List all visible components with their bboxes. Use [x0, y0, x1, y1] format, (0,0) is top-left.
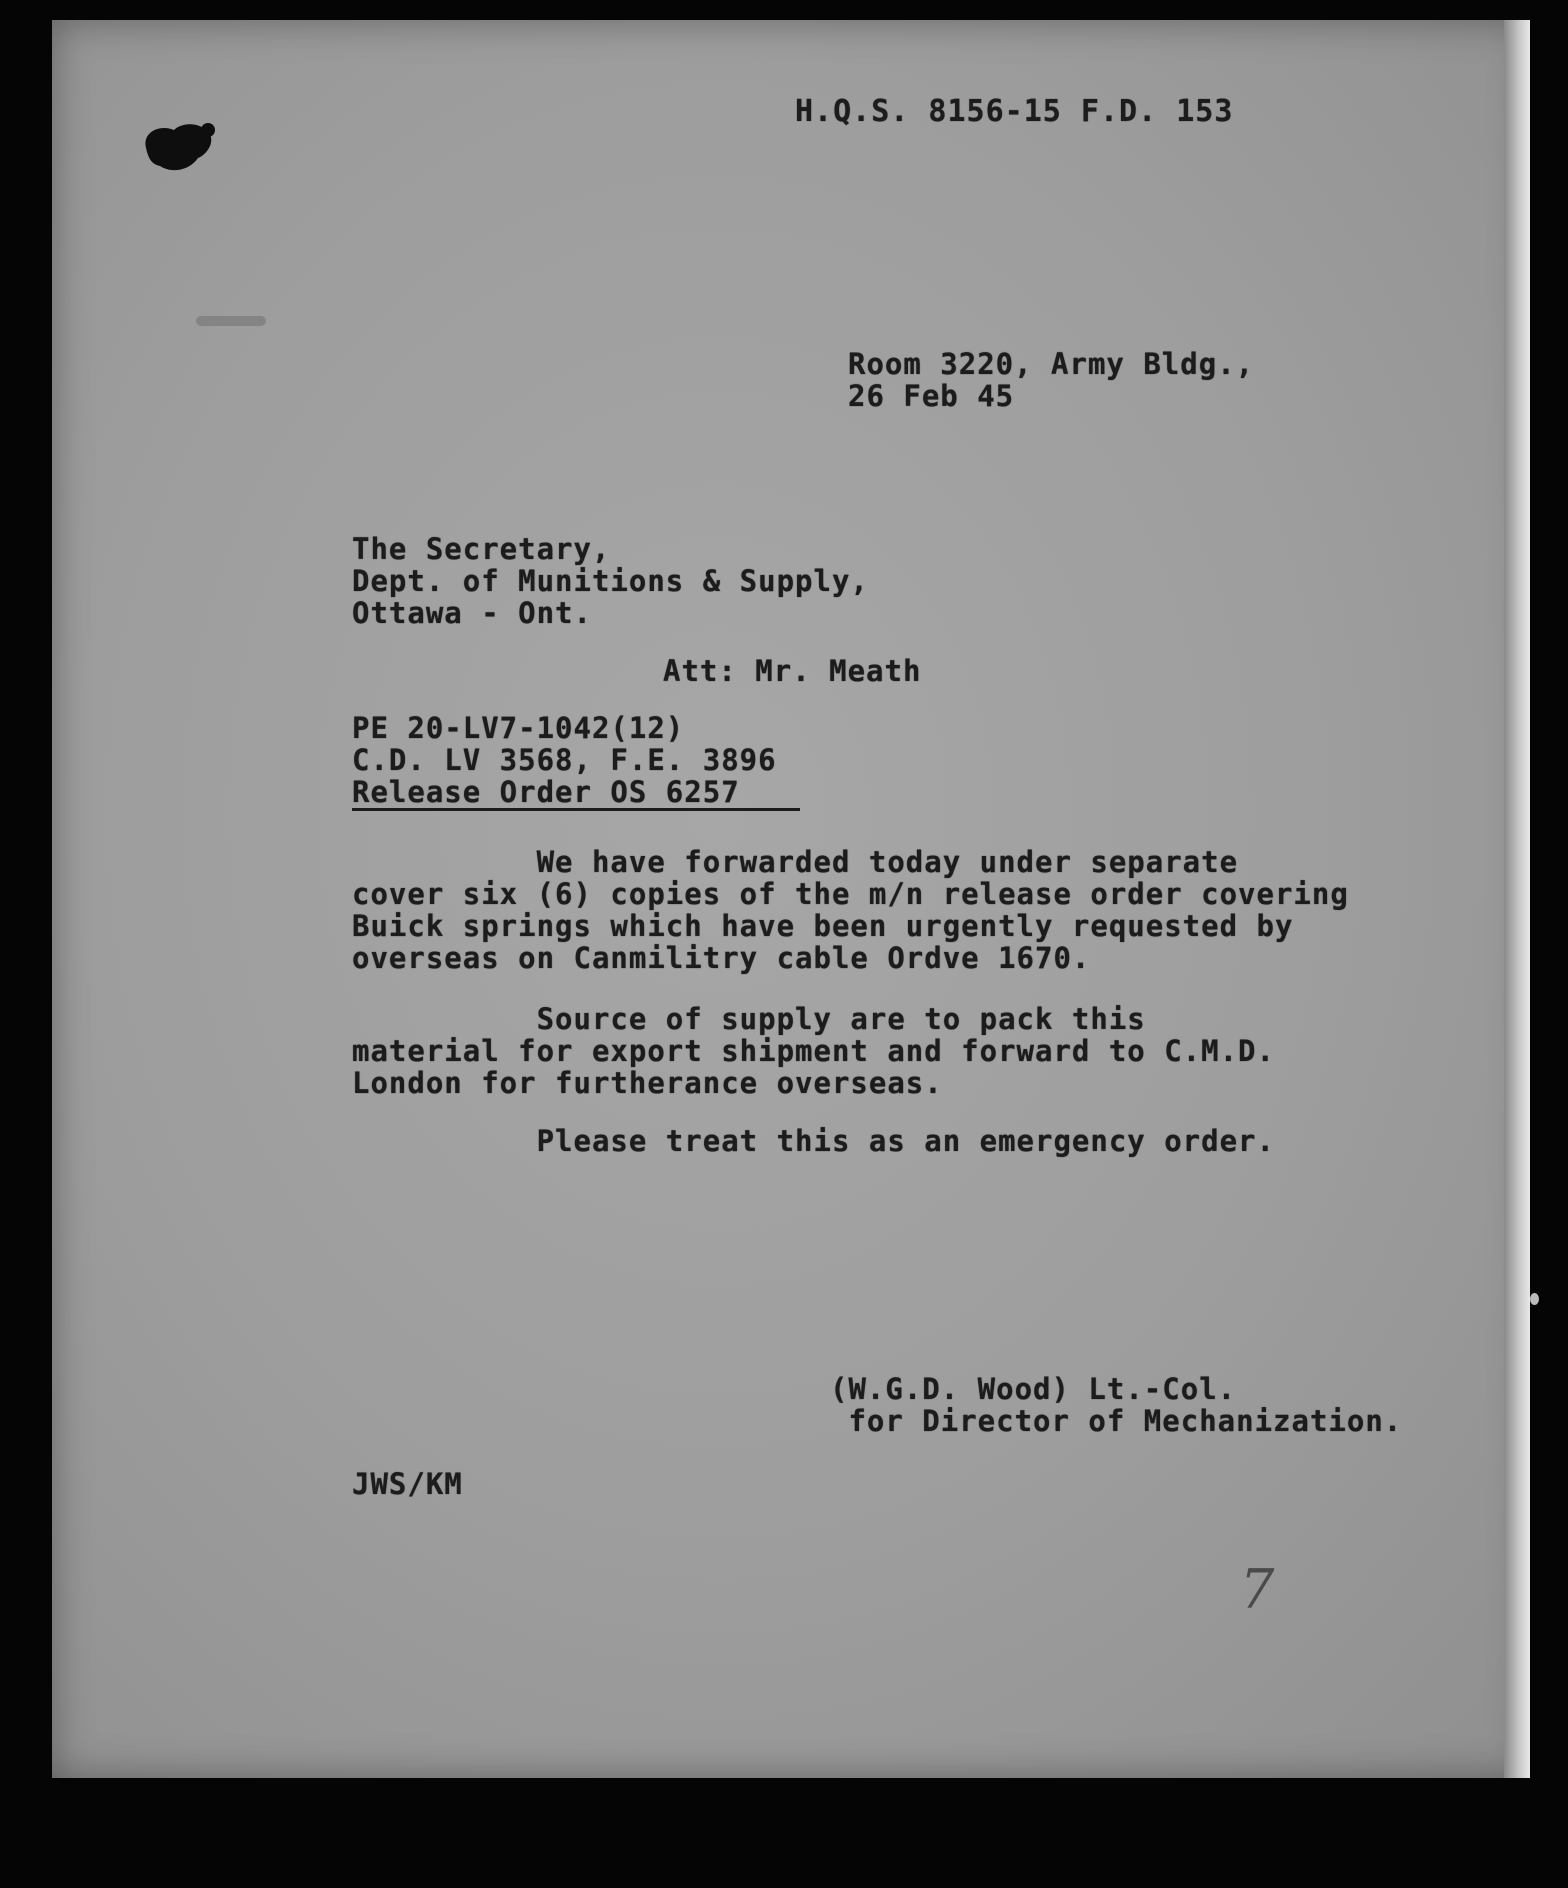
body-paragraph-1: We have forwarded today under separate cover six (6) copies of the m/n release order covering Buick springs which have been urgently requested by overseas on Canmilitry cable Ordve 1670. [352, 845, 1349, 975]
attention-line: Att: Mr. Meath [663, 654, 922, 688]
recipient-line-3: Ottawa - Ont. [352, 596, 592, 630]
punch-hole [1530, 1293, 1539, 1305]
reference-line-1: PE 20-LV7-1042(12) [352, 711, 685, 745]
address-line-1: Room 3220, Army Bldg., [848, 347, 1255, 381]
typist-initials: JWS/KM [352, 1467, 463, 1501]
ink-blot-mark [138, 118, 218, 178]
signature-block [830, 1373, 1402, 1437]
recipient-address [352, 533, 869, 629]
handwritten-page-mark: 7 [1240, 1558, 1275, 1621]
body-paragraph-3: Please treat this as an emergency order. [352, 1124, 1275, 1158]
faint-smudge [196, 316, 266, 326]
reference-block [352, 712, 800, 811]
reference-line-2: C.D. LV 3568, F.E. 3896 [352, 743, 777, 777]
recipient-line-2: Dept. of Munitions & Supply, [352, 564, 869, 598]
letter-date: 26 Feb 45 [848, 379, 1015, 413]
signatory-name: (W.G.D. Wood) Lt.-Col. [830, 1372, 1237, 1406]
file-number: H.Q.S. 8156-15 F.D. 153 [795, 94, 1234, 129]
recipient-line-1: The Secretary, [352, 532, 611, 566]
body-paragraph-2: Source of supply are to pack this material for export shipment and forward to C.M.D. London for furtherance overseas. [352, 1002, 1275, 1100]
signatory-title: for Director of Mechanization. [830, 1404, 1403, 1438]
paper-edge-shadow [1504, 20, 1530, 1778]
sender-address [848, 348, 1254, 412]
reference-line-3: Release Order OS 6257 [352, 776, 800, 811]
